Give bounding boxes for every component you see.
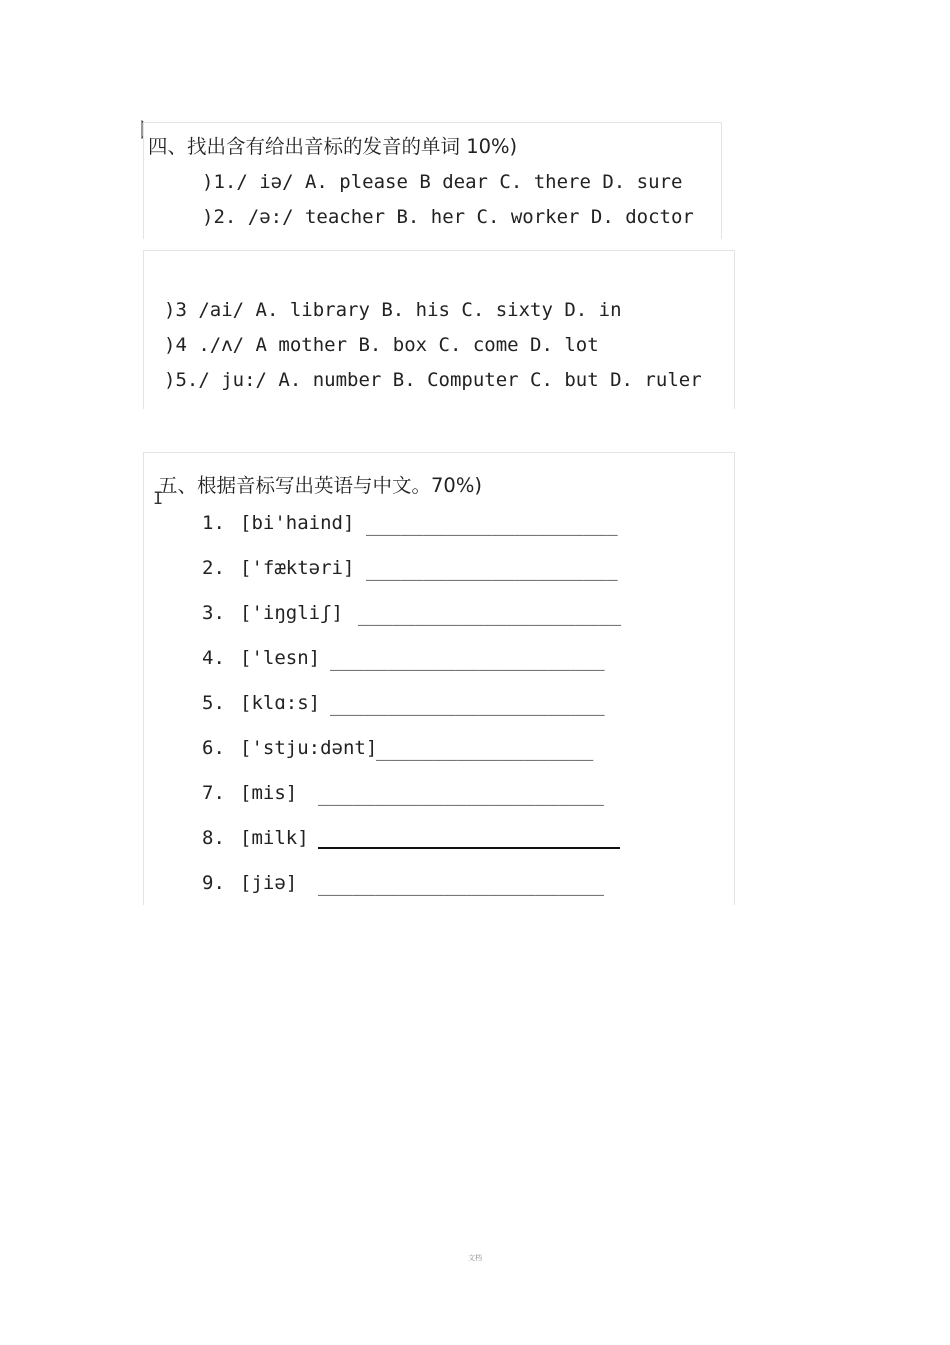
item-phonetic: [jiə] [240,872,298,894]
section-five-box [143,452,735,905]
answer-blank[interactable]: _______________________ [358,604,622,626]
question-4: )4 ./ʌ/ A mother B. box C. come D. lot [164,334,599,356]
question-5: )5./ ju:/ A. number B. Computer C. but D. ruler [164,369,702,391]
item-phonetic: ['iŋgliʃ] [240,602,343,624]
answer-blank[interactable]: _________________________ [318,784,604,806]
item-number: 7. [202,782,225,804]
section-five-title: 五、根据音标写出英语与中文。70%) [158,474,482,497]
item-number: 4. [202,647,225,669]
answer-blank[interactable]: ______________________ [366,514,618,536]
text-cursor-icon: I [153,489,164,509]
answer-blank[interactable]: ________________________ [330,694,605,716]
item-number: 3. [202,602,225,624]
item-number: 9. [202,872,225,894]
item-phonetic: [klɑ:s] [240,692,321,714]
answer-blank[interactable]: ___________________ [376,739,594,761]
question-1: )1./ iə/ A. please B dear C. there D. sure [202,171,683,193]
answer-blank[interactable]: _________________________ [318,874,604,896]
question-3: )3 /ai/ A. library B. his C. sixty D. in [164,299,622,321]
item-number: 5. [202,692,225,714]
section-four-title: 四、找出含有给出音标的发音的单词 10%) [148,135,518,158]
page-footer: 文档 [468,1254,482,1262]
answer-blank[interactable]: ________________________ [330,649,605,671]
item-phonetic: [bi'haind] [240,512,355,534]
section-four-box-top [143,122,722,239]
item-phonetic: ['fæktəri] [240,557,355,579]
question-2: )2. /ə:/ teacher B. her C. worker D. doctor [202,206,694,228]
item-phonetic: [mis] [240,782,298,804]
answer-blank[interactable]: ______________________ [366,559,618,581]
item-number: 8. [202,827,225,849]
answer-blank[interactable] [318,837,620,849]
section-four-box-bottom [143,250,735,409]
item-number: 6. [202,737,225,759]
item-phonetic: [milk] [240,827,309,849]
item-phonetic: ['stju:dənt] [240,737,378,759]
item-phonetic: ['lesn] [240,647,321,669]
item-number: 2. [202,557,225,579]
item-number: 1. [202,512,225,534]
